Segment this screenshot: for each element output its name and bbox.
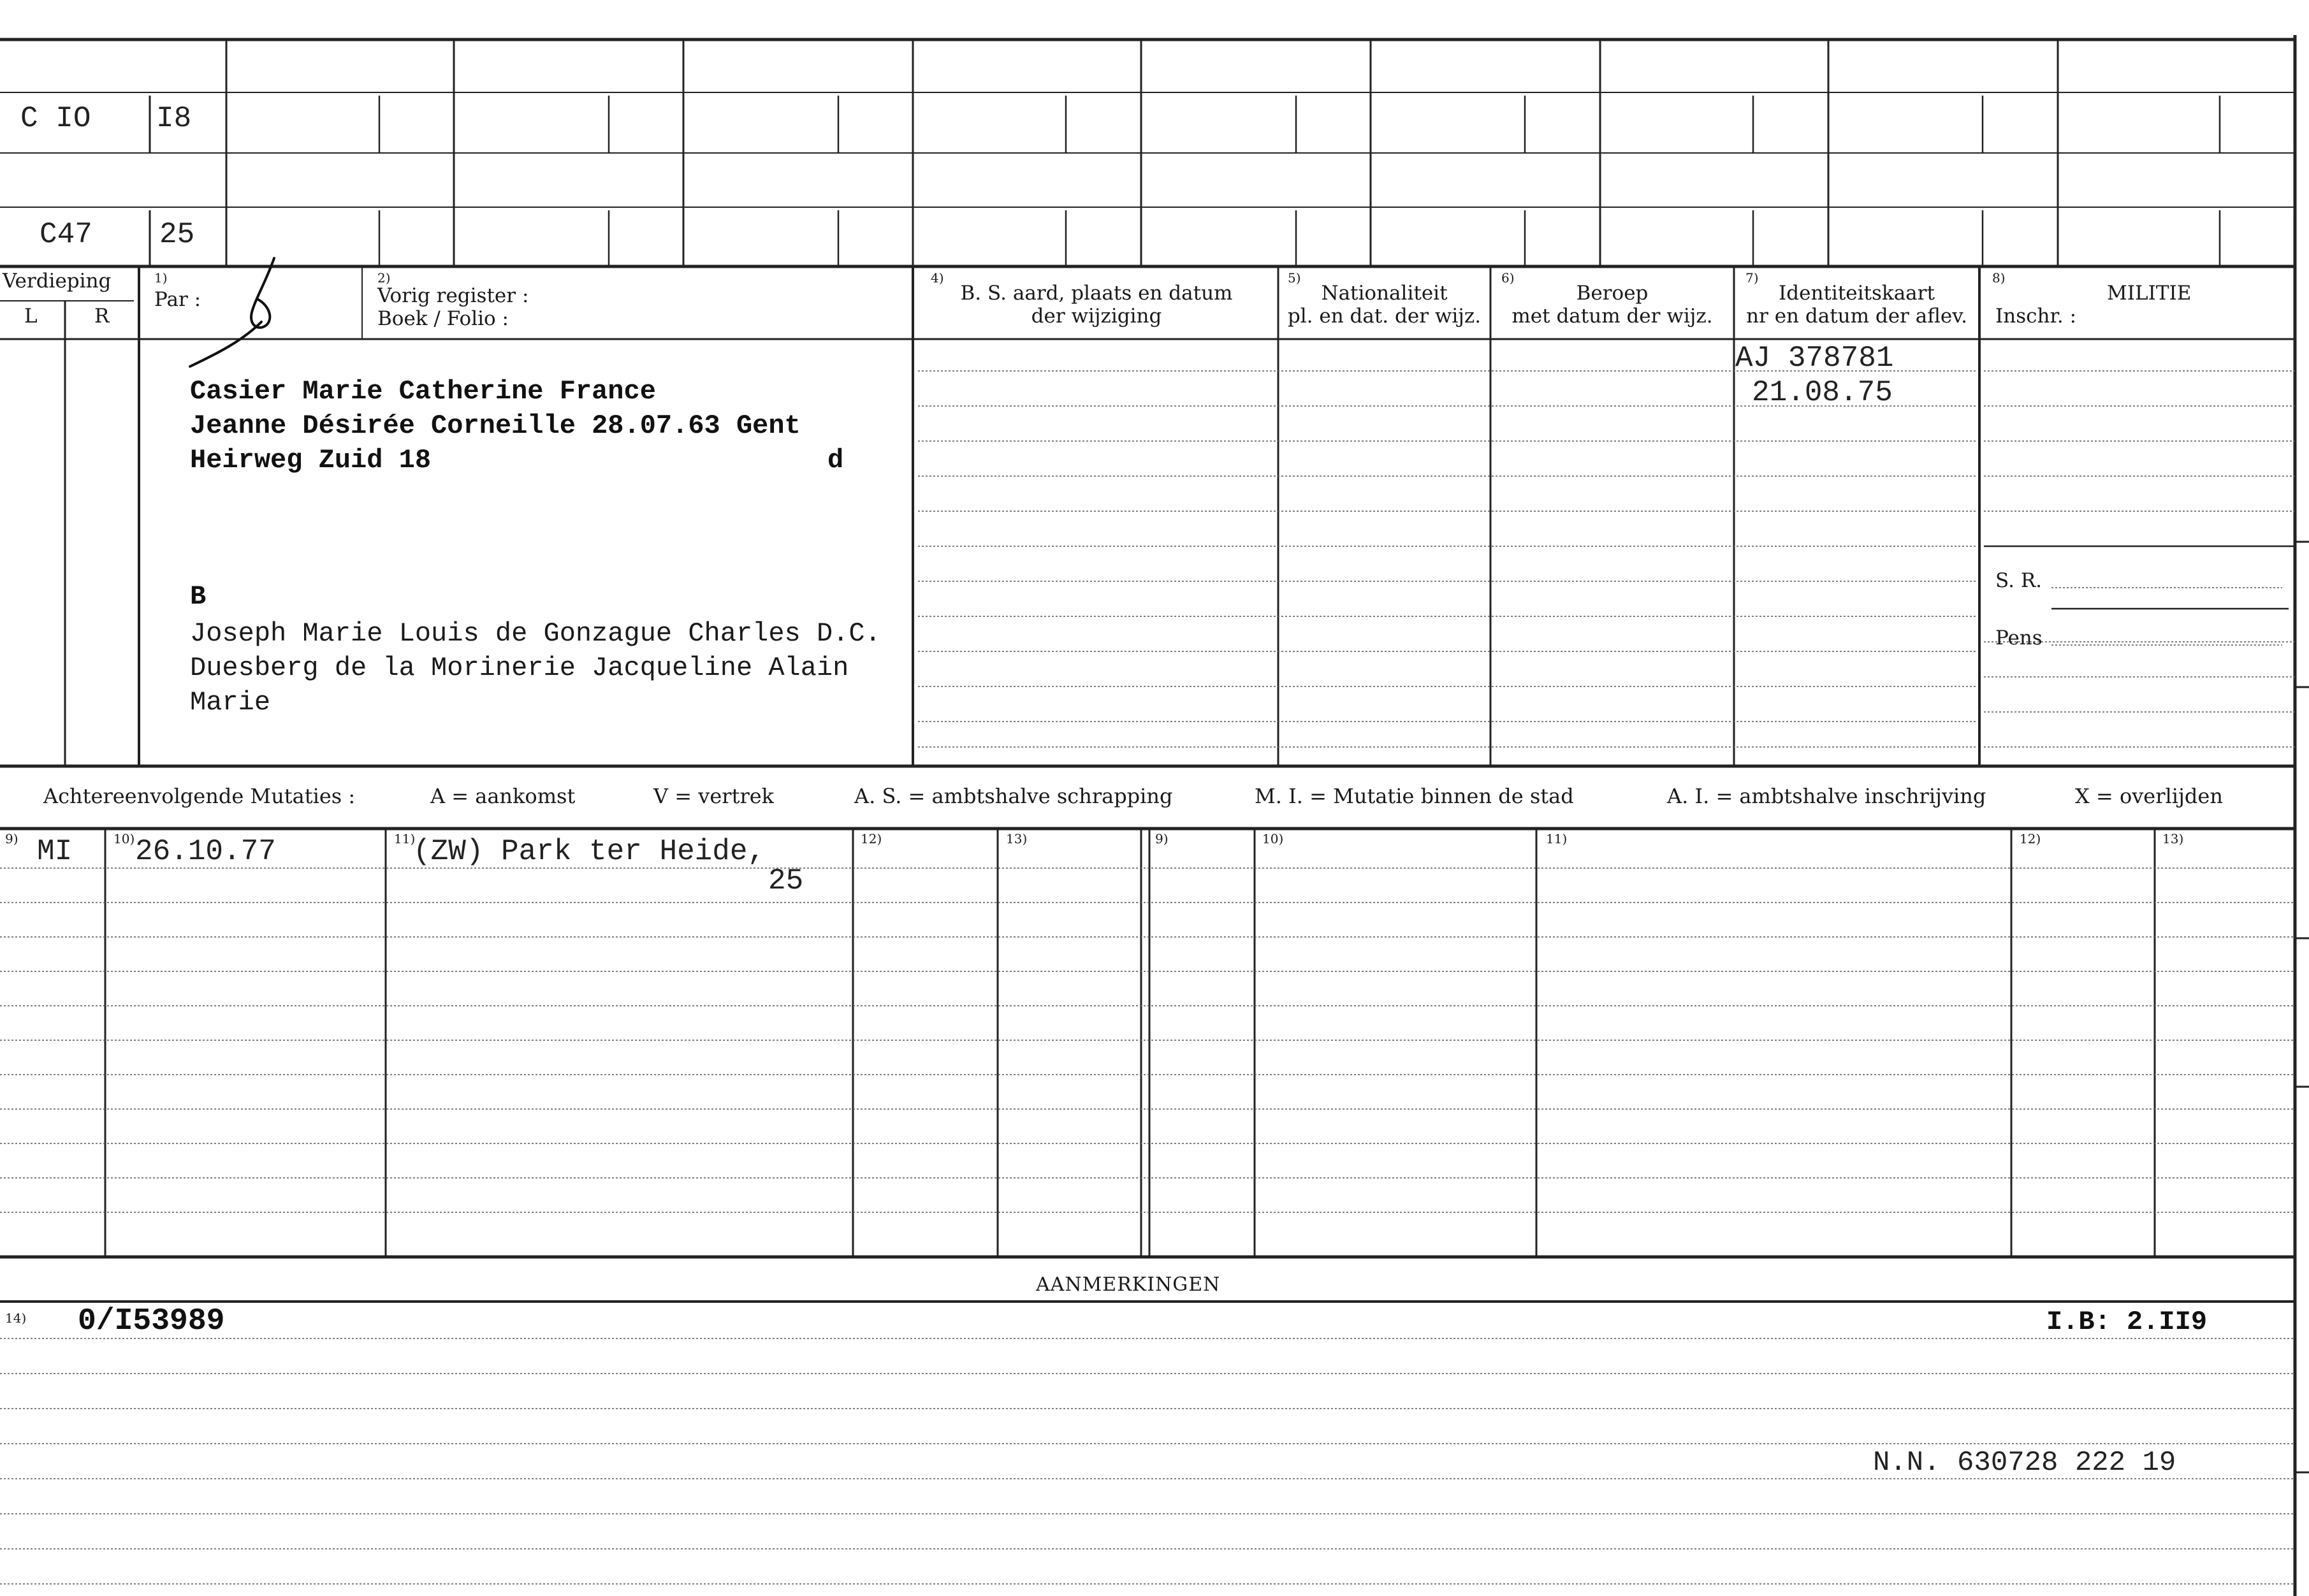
col4-line1: B. S. aard, plaats en datum (960, 282, 1233, 305)
mut-right-col10: 10) (1262, 831, 1284, 846)
col5-number: 5) (1288, 270, 1301, 286)
col2-number: 2) (377, 270, 391, 286)
col7-line1: Identiteitskaart (1779, 282, 1935, 305)
col4-line2: der wijziging (1031, 305, 1162, 328)
person-mark-b: B (190, 581, 207, 612)
floor-title: Verdieping (3, 270, 112, 293)
col1-number: 1) (154, 270, 168, 286)
col6-number: 6) (1501, 270, 1515, 286)
militie-sr-label: S. R. (1995, 569, 2043, 592)
legend-overlijden: X = overlijden (2075, 784, 2223, 808)
person-line-3: Heirweg Zuid 18 (190, 445, 432, 475)
mutation-type: MI (37, 835, 73, 868)
mut-left-col12: 12) (861, 831, 882, 846)
person-line-6: Marie (190, 687, 271, 718)
mut-left-col10: 10) (113, 831, 135, 846)
col2-line1: Vorig register : (377, 284, 529, 307)
floor-left-label: L (24, 305, 38, 328)
person-line-1: Casier Marie Catherine France (190, 376, 656, 407)
index-number-2: 25 (159, 218, 195, 251)
identity-card-date: 21.08.75 (1752, 376, 1893, 409)
person-line-2: Jeanne Désirée Corneille 28.07.63 Gent (190, 410, 801, 441)
mut-right-col9: 9) (1155, 831, 1169, 846)
col1-label: Par : (154, 288, 201, 311)
mutations-legend-title: Achtereenvolgende Mutaties : (43, 784, 356, 808)
legend-vertrek: V = vertrek (653, 784, 775, 808)
identity-card-number: AJ 378781 (1735, 342, 1894, 375)
mut-left-col11: 11) (394, 831, 416, 846)
legend-mutatie-stad: M. I. = Mutatie binnen de stad (1255, 784, 1574, 808)
legend-ambtshalve-inschrijving: A. I. = ambtshalve inschrijving (1667, 784, 1986, 808)
remarks-nn: N.N. 630728 222 19 (1873, 1447, 2176, 1479)
person-line-5: Duesberg de la Morinerie Jacqueline Alain (190, 653, 849, 683)
militie-title: MILITIE (2107, 282, 2192, 305)
index-code-2: C47 (40, 218, 92, 251)
col6-line1: Beroep (1576, 282, 1649, 305)
remarks-title: AANMERKINGEN (1036, 1273, 1221, 1296)
mut-left-col13: 13) (1006, 831, 1028, 846)
mutation-address-line-2: 25 (768, 864, 804, 897)
militie-inschr-label: Inschr. : (1995, 305, 2077, 328)
remarks-file-number: 0/I53989 (78, 1304, 225, 1338)
militie-pens-label: Pens (1995, 627, 2043, 649)
person-line-4: Joseph Marie Louis de Gonzague Charles D.C. (190, 618, 881, 649)
mutation-address-line-1: (ZW) Park ter Heide, (413, 835, 766, 868)
index-code-1: C IO (20, 102, 91, 135)
col4-number: 4) (931, 270, 944, 286)
col7-number: 7) (1745, 270, 1759, 286)
legend-ambtshalve-schrapping: A. S. = ambtshalve schrapping (854, 784, 1173, 808)
col7-line2: nr en datum der aflev. (1746, 305, 1967, 328)
mut-right-col12: 12) (2020, 831, 2041, 846)
col6-line2: met datum der wijz. (1511, 305, 1713, 328)
legend-aankomst: A = aankomst (430, 784, 576, 808)
col8-number: 8) (1992, 270, 2006, 286)
remarks-ib: I.B: 2.II9 (2046, 1307, 2208, 1337)
person-mark-d: d (827, 445, 844, 475)
floor-right-label: R (94, 305, 110, 328)
col5-line1: Nationaliteit (1321, 282, 1448, 305)
mut-right-col11: 11) (1546, 831, 1568, 846)
mutation-date: 26.10.77 (135, 835, 276, 868)
index-number-1: I8 (156, 102, 192, 135)
col2-line2: Boek / Folio : (377, 307, 509, 330)
mut-left-col9: 9) (5, 831, 18, 846)
remarks-number: 14) (5, 1310, 27, 1326)
col5-line2: pl. en dat. der wijz. (1287, 305, 1482, 328)
mut-right-col13: 13) (2162, 831, 2184, 846)
